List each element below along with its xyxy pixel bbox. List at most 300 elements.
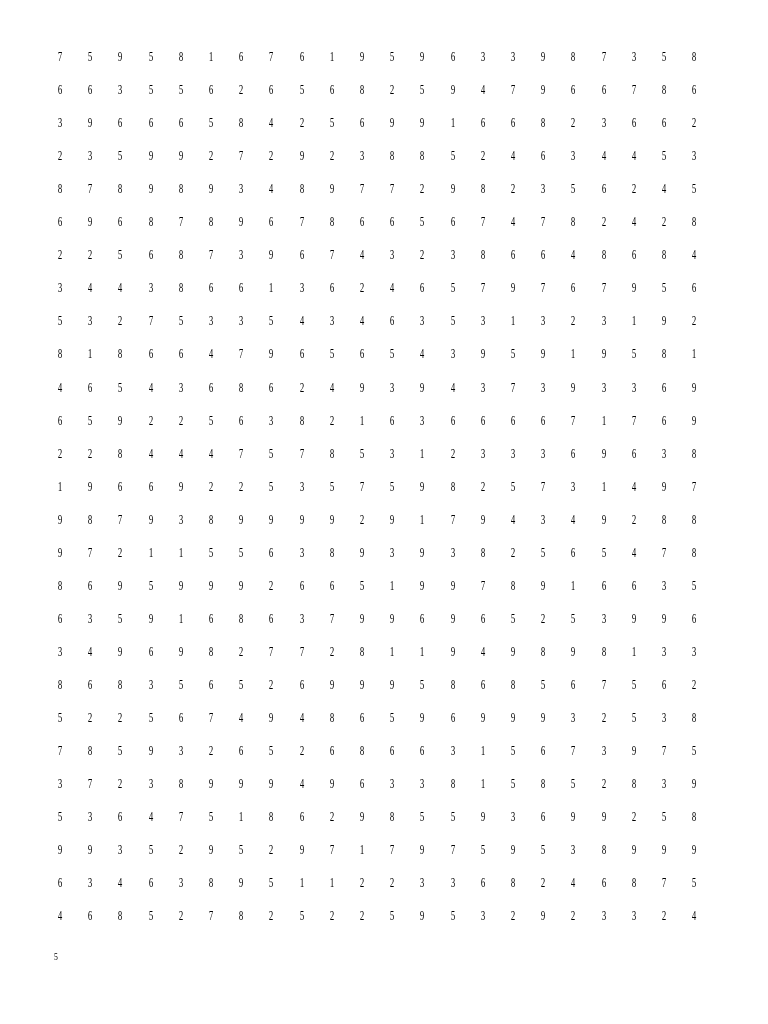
grid-digit: 3 [541,380,546,396]
grid-digit: 6 [208,611,214,627]
grid-digit: 9 [390,677,395,693]
grid-digit: 6 [329,744,334,760]
grid-digit: 1 [329,876,334,892]
grid-digit: 3 [299,611,304,627]
grid-digit: 7 [661,744,667,760]
grid-digit: 7 [148,314,153,330]
grid-digit: 6 [359,215,365,231]
grid-digit: 1 [480,777,485,793]
grid-digit: 6 [359,116,365,132]
grid-digit: 5 [390,479,395,495]
grid-digit: 9 [57,512,63,528]
grid-digit: 9 [631,843,636,859]
grid-digit: 6 [329,83,334,99]
grid-digit: 5 [692,578,697,594]
grid-digit: 3 [661,644,667,660]
grid-digit: 8 [510,876,516,892]
grid-digit: 5 [118,380,123,396]
grid-digit: 3 [299,281,304,297]
grid-digit: 9 [118,578,123,594]
grid-digit: 8 [178,777,183,793]
grid-digit: 1 [208,50,214,65]
grid-digit: 8 [118,182,123,198]
grid-digit: 6 [178,711,183,726]
grid-digit: 1 [420,644,425,660]
grid-digit: 9 [88,843,93,859]
grid-digit: 4 [631,215,636,231]
grid-digit: 4 [571,876,576,892]
grid-digit: 7 [661,545,667,561]
grid-digit: 8 [329,545,334,561]
grid-digit: 5 [118,611,123,627]
grid-digit: 2 [571,909,576,925]
grid-digit: 3 [571,479,576,495]
grid-digit: 8 [450,479,455,495]
grid-digit: 9 [57,545,63,561]
grid-digit: 9 [450,182,455,198]
grid-digit: 9 [631,744,636,760]
grid-digit: 9 [118,413,123,429]
grid-digit: 1 [571,347,576,363]
grid-digit: 5 [692,182,697,198]
grid-digit: 3 [541,446,546,462]
grid-digit: 9 [510,843,516,859]
grid-digit: 4 [692,248,697,264]
grid-digit: 2 [601,777,606,793]
grid-digit: 9 [359,810,365,826]
grid-digit: 6 [269,611,274,627]
grid-digit: 4 [510,512,516,528]
grid-digit: 5 [510,611,516,627]
grid-digit: 3 [88,876,93,892]
grid-digit: 6 [450,215,455,231]
grid-digit: 2 [208,744,214,760]
grid-digit: 3 [57,644,63,660]
grid-digit: 1 [178,545,183,561]
grid-digit: 5 [148,50,153,65]
grid-digit: 6 [57,611,63,627]
grid-digit: 2 [299,380,304,396]
grid-digit: 1 [88,347,93,363]
grid-digit: 9 [571,644,576,660]
grid-digit: 3 [269,413,274,429]
grid-digit: 5 [450,810,455,826]
grid-digit: 4 [208,347,214,363]
grid-digit: 8 [57,578,63,594]
grid-digit: 8 [329,711,334,726]
grid-digit: 4 [571,248,576,264]
grid-digit: 5 [178,83,183,99]
grid-digit: 6 [571,446,576,462]
grid-digit: 8 [88,512,93,528]
grid-digit: 5 [148,711,153,726]
grid-digit: 9 [88,479,93,495]
grid-digit: 3 [390,777,395,793]
grid-digit: 1 [359,843,365,859]
grid-digit: 6 [480,413,485,429]
grid-digit: 2 [661,215,667,231]
grid-digit: 3 [661,711,667,726]
grid-digit: 9 [269,248,274,264]
grid-digit: 8 [208,876,214,892]
grid-digit: 8 [692,545,697,561]
grid-digit: 4 [661,182,667,198]
grid-digit: 2 [571,314,576,330]
grid-digit: 9 [329,182,334,198]
grid-digit: 2 [510,909,516,925]
grid-digit: 6 [148,116,153,132]
grid-digit: 6 [299,50,304,65]
grid-digit: 7 [208,711,214,726]
grid-digit: 6 [239,281,244,297]
grid-digit: 2 [269,149,274,165]
grid-digit: 3 [148,281,153,297]
grid-digit: 5 [208,413,214,429]
grid-digit: 7 [88,545,93,561]
grid-digit: 3 [239,182,244,198]
grid-digit: 8 [390,149,395,165]
grid-digit: 3 [118,83,123,99]
grid-digit: 9 [420,711,425,726]
grid-digit: 6 [601,182,606,198]
grid-digit: 9 [571,380,576,396]
grid-digit: 2 [661,909,667,925]
grid-digit: 9 [390,116,395,132]
grid-digit: 9 [178,479,183,495]
grid-digit: 8 [208,215,214,231]
grid-digit: 7 [601,281,606,297]
grid-digit: 6 [541,810,546,826]
grid-digit: 4 [329,380,334,396]
grid-digit: 7 [601,677,606,693]
grid-digit: 6 [148,479,153,495]
grid-digit: 5 [178,314,183,330]
grid-digit: 3 [359,149,365,165]
grid-digit: 6 [420,611,425,627]
grid-digit: 5 [661,810,667,826]
grid-digit: 9 [480,512,485,528]
grid-digit: 1 [239,810,244,826]
grid-digit: 9 [299,512,304,528]
grid-digit: 7 [118,512,123,528]
grid-digit: 2 [450,446,455,462]
grid-digit: 3 [601,314,606,330]
grid-digit: 6 [541,744,546,760]
grid-digit: 8 [661,83,667,99]
grid-digit: 9 [88,215,93,231]
grid-digit: 4 [269,182,274,198]
grid-digit: 3 [601,380,606,396]
grid-digit: 5 [661,281,667,297]
grid-digit: 9 [450,644,455,660]
grid-digit: 8 [359,644,365,660]
grid-digit: 6 [148,248,153,264]
grid-digit: 1 [420,512,425,528]
grid-digit: 1 [480,744,485,760]
grid-digit: 8 [208,512,214,528]
grid-digit: 9 [239,512,244,528]
grid-digit: 6 [208,380,214,396]
grid-digit: 3 [450,744,455,760]
grid-digit: 6 [661,116,667,132]
grid-digit: 8 [178,281,183,297]
grid-digit: 4 [299,711,304,726]
grid-digit: 3 [601,611,606,627]
grid-digit: 4 [692,909,697,925]
grid-digit: 8 [420,149,425,165]
grid-digit: 6 [692,281,697,297]
grid-digit: 7 [208,909,214,925]
grid-digit: 4 [631,479,636,495]
grid-digit: 5 [148,843,153,859]
grid-digit: 3 [510,446,516,462]
grid-digit: 7 [541,215,546,231]
grid-digit: 7 [57,744,63,760]
grid-digit: 6 [631,116,636,132]
grid-digit: 5 [239,843,244,859]
grid-digit: 8 [299,413,304,429]
grid-digit: 9 [420,843,425,859]
grid-digit: 8 [692,810,697,826]
grid-digit: 9 [148,744,153,760]
grid-digit: 8 [57,182,63,198]
grid-digit: 6 [390,413,395,429]
grid-digit: 8 [661,248,667,264]
grid-digit: 5 [118,248,123,264]
grid-digit: 9 [692,413,697,429]
grid-digit: 3 [88,149,93,165]
grid-digit: 7 [480,215,485,231]
grid-digit: 9 [359,611,365,627]
grid-digit: 8 [329,446,334,462]
grid-digit: 9 [420,380,425,396]
grid-digit: 2 [359,281,365,297]
grid-digit: 8 [541,777,546,793]
grid-digit: 4 [420,347,425,363]
grid-digit: 6 [541,248,546,264]
grid-digit: 5 [450,909,455,925]
grid-digit: 7 [88,182,93,198]
grid-digit: 2 [631,182,636,198]
grid-digit: 1 [390,644,395,660]
grid-digit: 1 [420,446,425,462]
grid-digit: 9 [118,644,123,660]
grid-digit: 8 [480,248,485,264]
grid-digit: 8 [390,810,395,826]
grid-digit: 7 [299,644,304,660]
grid-digit: 3 [450,876,455,892]
grid-digit: 8 [118,347,123,363]
grid-digit: 1 [57,479,63,495]
grid-digit: 9 [510,711,516,726]
grid-digit: 7 [631,413,636,429]
grid-digit: 5 [450,281,455,297]
grid-digit: 3 [390,545,395,561]
grid-digit: 3 [88,611,93,627]
grid-digit: 3 [390,248,395,264]
grid-digit: 5 [541,677,546,693]
grid-digit: 5 [661,149,667,165]
grid-digit: 8 [239,611,244,627]
grid-digit: 5 [359,578,365,594]
grid-digit: 9 [420,50,425,65]
grid-digit: 5 [269,446,274,462]
grid-digit: 6 [88,677,93,693]
grid-digit: 9 [359,50,365,65]
grid-digit: 3 [118,843,123,859]
grid-digit: 6 [601,578,606,594]
grid-digit: 1 [359,413,365,429]
grid-digit: 7 [661,876,667,892]
grid-digit: 2 [178,843,183,859]
grid-digit: 2 [118,777,123,793]
grid-digit: 9 [239,215,244,231]
grid-digit: 7 [571,413,576,429]
grid-digit: 4 [359,314,365,330]
grid-digit: 1 [571,578,576,594]
grid-digit: 3 [631,50,636,65]
grid-digit: 6 [118,479,123,495]
grid-digit: 6 [420,744,425,760]
grid-digit: 4 [601,149,606,165]
grid-digit: 4 [631,545,636,561]
grid-digit: 4 [118,876,123,892]
grid-digit: 3 [239,248,244,264]
grid-digit: 6 [88,83,93,99]
grid-digit: 8 [359,744,365,760]
grid-digit: 2 [208,479,214,495]
grid-digit: 4 [178,446,183,462]
grid-digit: 6 [269,215,274,231]
grid-digit: 6 [390,744,395,760]
grid-digit: 6 [239,413,244,429]
grid-digit: 5 [269,479,274,495]
grid-digit: 4 [57,909,63,925]
grid-digit: 6 [450,50,455,65]
grid-digit: 5 [692,876,697,892]
grid-digit: 1 [299,876,304,892]
grid-digit: 1 [269,281,274,297]
grid-digit: 6 [299,677,304,693]
grid-digit: 8 [118,446,123,462]
grid-digit: 3 [178,744,183,760]
grid-digit: 8 [178,182,183,198]
grid-digit: 3 [571,711,576,726]
grid-digit: 2 [510,182,516,198]
grid-digit: 3 [450,248,455,264]
grid-digit: 2 [390,83,395,99]
grid-digit: 5 [510,347,516,363]
grid-digit: 6 [510,116,516,132]
grid-digit: 2 [178,909,183,925]
grid-digit: 3 [239,314,244,330]
grid-digit: 4 [480,644,485,660]
grid-digit: 2 [329,909,334,925]
grid-digit: 9 [269,512,274,528]
grid-digit: 7 [601,50,606,65]
grid-digit: 8 [269,810,274,826]
grid-digit: 3 [480,909,485,925]
grid-digit: 6 [299,248,304,264]
grid-digit: 8 [329,215,334,231]
grid-digit: 3 [299,545,304,561]
grid-digit: 3 [390,380,395,396]
grid-digit: 2 [692,314,697,330]
grid-digit: 3 [480,314,485,330]
grid-digit: 5 [299,83,304,99]
grid-digit: 6 [208,83,214,99]
grid-digit: 5 [541,843,546,859]
grid-digit: 5 [269,314,274,330]
grid-digit: 8 [178,248,183,264]
grid-digit: 9 [541,83,546,99]
grid-digit: 5 [420,215,425,231]
grid-digit: 5 [631,347,636,363]
grid-digit: 7 [329,248,334,264]
grid-digit: 3 [450,347,455,363]
grid-digit: 9 [541,347,546,363]
grid-digit: 6 [148,347,153,363]
grid-digit: 8 [148,215,153,231]
grid-digit: 6 [661,677,667,693]
grid-digit: 5 [148,909,153,925]
grid-digit: 6 [541,413,546,429]
grid-digit: 7 [631,83,636,99]
grid-digit: 7 [510,83,516,99]
grid-digit: 9 [450,611,455,627]
grid-digit: 9 [390,611,395,627]
grid-digit: 5 [420,677,425,693]
grid-digit: 7 [239,446,244,462]
grid-digit: 4 [148,446,153,462]
grid-digit: 9 [420,479,425,495]
grid-digit: 9 [118,50,123,65]
grid-digit: 2 [480,149,485,165]
grid-digit: 6 [118,810,123,826]
grid-digit: 6 [480,611,485,627]
grid-digit: 5 [571,182,576,198]
grid-digit: 2 [631,512,636,528]
grid-digit: 9 [178,644,183,660]
grid-digit: 7 [178,810,183,826]
grid-digit: 3 [88,810,93,826]
grid-digit: 2 [692,677,697,693]
grid-digit: 9 [148,149,153,165]
grid-digit: 9 [239,777,244,793]
grid-digit: 1 [148,545,153,561]
grid-digit: 7 [299,446,304,462]
grid-digit: 5 [692,744,697,760]
grid-digit: 3 [480,446,485,462]
grid-digit: 2 [178,413,183,429]
grid-digit: 6 [57,876,63,892]
grid-digit: 6 [631,248,636,264]
grid-digit: 3 [541,182,546,198]
grid-digit: 4 [480,83,485,99]
grid-digit: 1 [329,50,334,65]
grid-digit: 3 [692,644,697,660]
grid-digit: 6 [178,347,183,363]
grid-digit: 5 [88,413,93,429]
grid-digit: 6 [148,876,153,892]
grid-digit: 4 [631,149,636,165]
grid-digit: 2 [118,314,123,330]
grid-digit: 6 [208,677,214,693]
grid-digit: 9 [541,50,546,65]
grid-digit: 8 [118,677,123,693]
grid-digit: 3 [510,810,516,826]
grid-digit: 8 [88,744,93,760]
